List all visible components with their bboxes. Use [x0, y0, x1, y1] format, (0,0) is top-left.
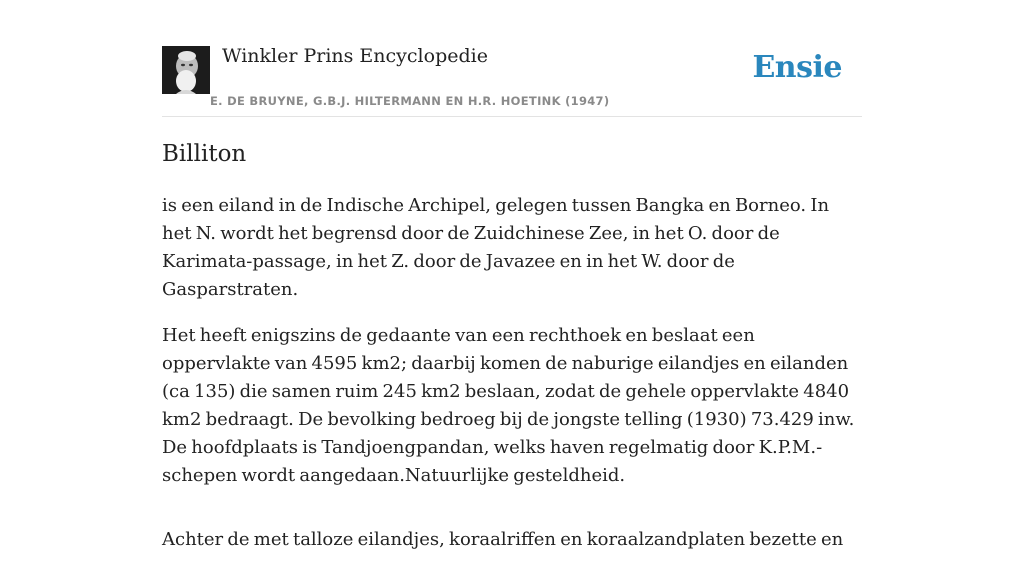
source-title[interactable]: Winkler Prins Encyclopedie	[222, 45, 488, 67]
source-authors: E. DE BRUYNE, G.B.J. HILTERMANN EN H.R. HOETINK (1947)	[210, 94, 610, 108]
article-paragraph: Achter de met talloze eilandjes, koraalriffen en koraalzandplaten bezette en	[162, 529, 844, 550]
article-title: Billiton	[162, 141, 247, 167]
portrait-avatar-icon	[162, 46, 210, 94]
article-paragraph: Het heeft enigszins de gedaante van een rechthoek en beslaat een oppervlakte van 4595 km2; daarbij komen de naburige eilandjes en eilanden (ca 135) die samen ruim 245 km2 beslaan, zodat de gehele oppervlakte 4840 km2 bedraagt. De bevolking bedroeg bij de jongste telling (1930) 73.429 inw. De hoofdplaats is Tandjoengpandan, welks haven regelmatig door K.P.M.-schepen wordt aangedaan.Natuurlijke gesteldheid.	[162, 325, 855, 486]
article	[162, 138, 862, 572]
header	[162, 0, 862, 117]
brand-logo-link[interactable]: Ensie	[752, 50, 842, 85]
article-paragraph: is een eiland in de Indische Archipel, gelegen tussen Bangka en Borneo. In het N. wordt het begrensd door de Zuidchinese Zee, in het O. door de Karimata-passage, in het Z. door de Javazee en in het W. door de Gasparstraten.	[162, 195, 830, 300]
